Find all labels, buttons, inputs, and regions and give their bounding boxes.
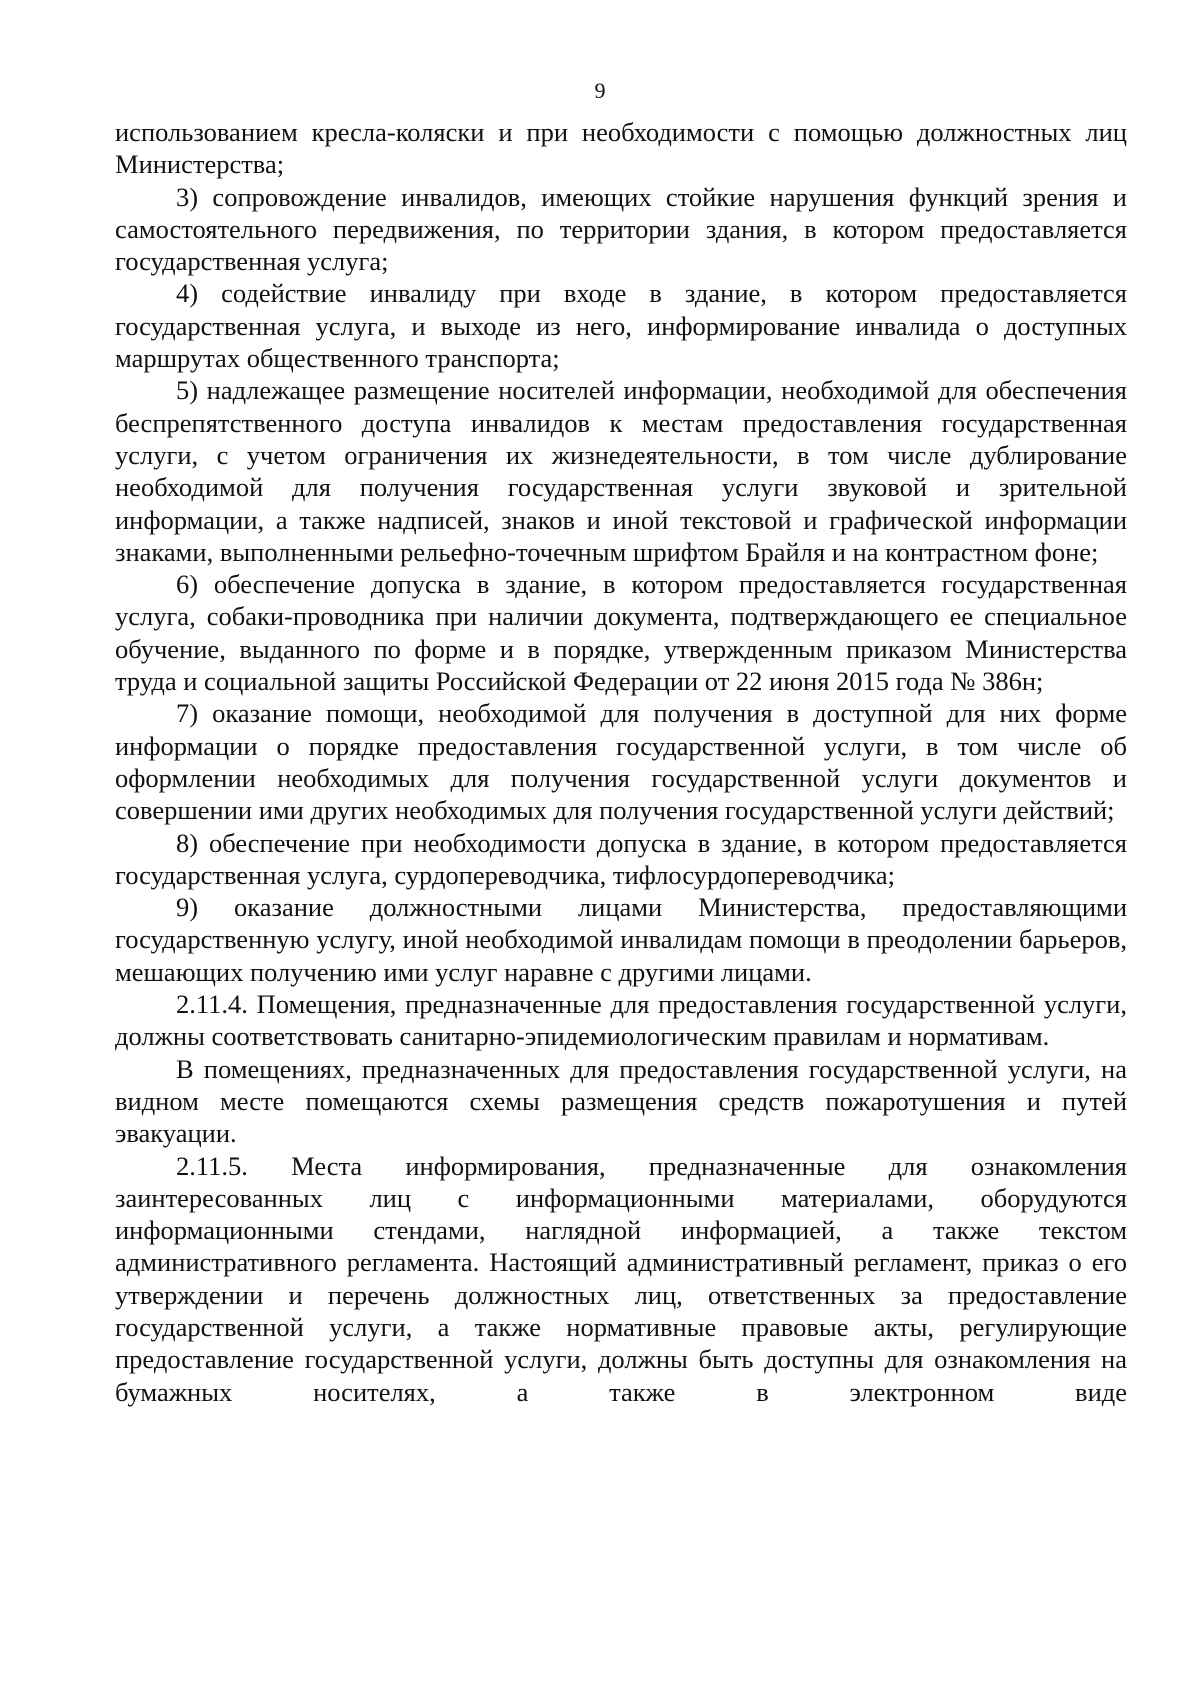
paragraph-item-6: 6) обеспечение допуска в здание, в котором предоставляется государственная услуга, собаки-проводника при наличии документа, подтверждающего ее специальное обучение, выданного по форме и в порядке, утвержденным приказом Министерства труда и социальной защиты Российской Федерации от 22 июня 2015 года № 386н; [115, 569, 1127, 697]
paragraph-2-11-5: 2.11.5. Места информирования, предназначенные для ознакомления заинтересованных лиц с информационными материалами, оборудуются информационными стендами, наглядной информацией, а также текстом административного регламента. Настоящий административный регламент, приказ о его утверждении и перечень должностных лиц, ответственных за предоставление государственной услуги, а также нормативные правовые акты, регулирующие предоставление государственной услуги, должны быть доступны для ознакомления на бумажных носителях, а также в электронном виде [115, 1150, 1127, 1407]
paragraph-item-8: 8) обеспечение при необходимости допуска в здание, в котором предоставляется государственная услуга, сурдопереводчика, тифлосурдопереводчика; [115, 827, 1127, 890]
document-text [115, 116, 1127, 1408]
paragraph-2-11-4: 2.11.4. Помещения, предназначенные для предоставления государственной услуги, должны соответствовать санитарно-эпидемиологическим правилам и нормативам. [115, 989, 1127, 1052]
paragraph-item-7: 7) оказание помощи, необходимой для получения в доступной для них форме информации о порядке предоставления государственной услуги, в том числе об оформлении необходимых для получения государственной услуги документов и совершении ими других необходимых для получения государственной услуги действий; [115, 698, 1127, 826]
page-number: 9 [594, 78, 606, 103]
paragraph-premises-schemes: В помещениях, предназначенных для предоставления государственной услуги, на видном месте помещаются схемы размещения средств пожаротушения и путей эвакуации. [115, 1053, 1127, 1149]
paragraph-item-3: 3) сопровождение инвалидов, имеющих стойкие нарушения функций зрения и самостоятельного передвижения, по территории здания, в котором предоставляется государственная услуга; [115, 181, 1127, 277]
paragraph-item-4: 4) содействие инвалиду при входе в здание, в котором предоставляется государственная услуга, и выходе из него, информирование инвалида о доступных маршрутах общественного транспорта; [115, 278, 1127, 374]
paragraph-item-9: 9) оказание должностными лицами Министерства, предоставляющими государственную услугу, иной необходимой инвалидам помощи в преодолении барьеров, мешающих получению ими услуг наравне с другими лицами. [115, 892, 1127, 987]
paragraph-item-5: 5) надлежащее размещение носителей информации, необходимой для обеспечения беспрепятственного доступа инвалидов к местам предоставления государственная услуги, с учетом ограничения их жизнедеятельности, в том числе дублирование необходимой для получения государственная услуги звуковой и зрительной информации, а также надписей, знаков и иной текстовой и графической информации знаками, выполненными рельефно-точечным шрифтом Брайля и на контрастном фоне; [115, 375, 1127, 567]
paragraph-continuation: использованием кресла-коляски и при необходимости с помощью должностных лиц Министерства; [115, 117, 1127, 180]
